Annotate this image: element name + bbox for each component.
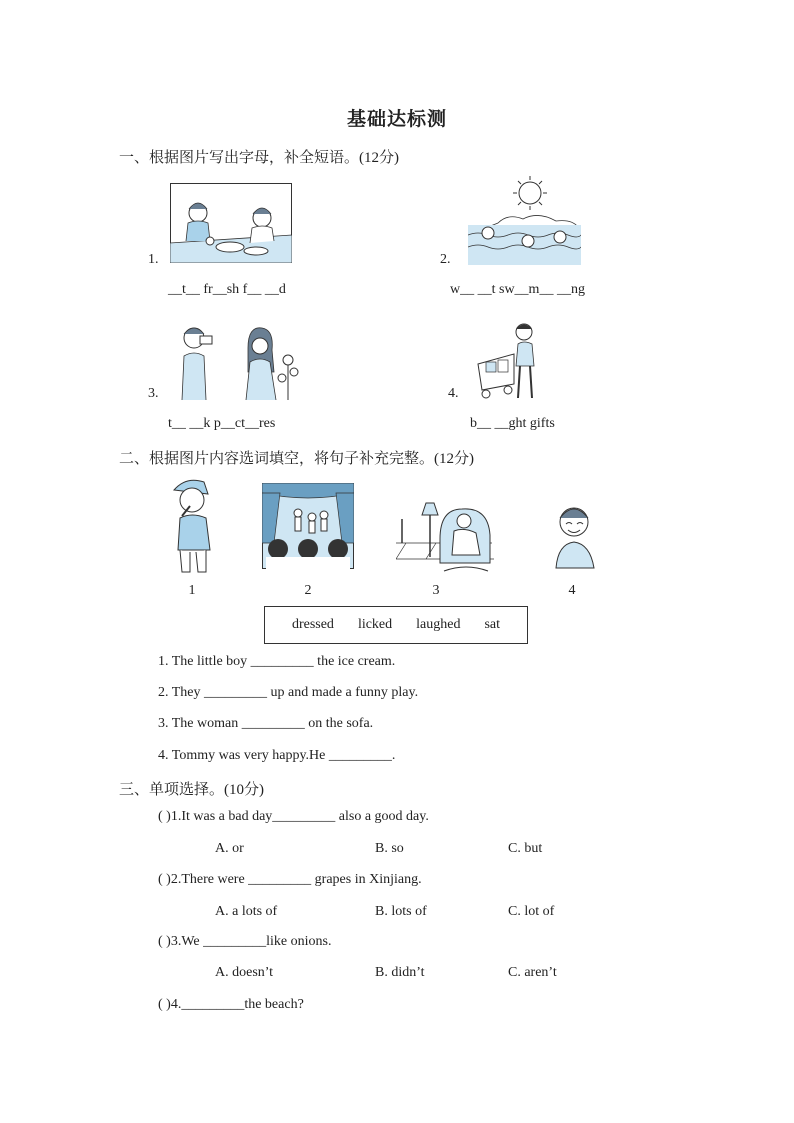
- sentence-3: 3. The woman _________ on the sofa.: [158, 716, 374, 731]
- option-c: C. but: [508, 841, 543, 856]
- section3-heading: 三、单项选择。(10分): [119, 782, 264, 798]
- fill-in-phrase: t__ __k p__ct__res: [168, 416, 276, 431]
- option-b: B. so: [375, 841, 404, 856]
- word-option: dressed: [291, 617, 334, 632]
- option-c: C. aren’t: [508, 965, 557, 980]
- word-bank: [264, 606, 528, 644]
- picture-taking-pictures: [176, 322, 304, 400]
- picture-caption: 1: [188, 583, 196, 598]
- sentence-1: 1. The little boy _________ the ice cream.: [158, 654, 396, 669]
- picture-laughing-boy: [552, 500, 598, 570]
- picture-caption: 4: [568, 583, 576, 598]
- item-number: 4.: [448, 386, 459, 401]
- word-option: sat: [484, 617, 501, 632]
- picture-caption: 2: [304, 583, 312, 598]
- option-b: B. didn’t: [375, 965, 425, 980]
- picture-bought-gifts: [474, 320, 554, 400]
- picture-swimming: [468, 175, 581, 265]
- fill-in-phrase: b__ __ght gifts: [470, 416, 555, 431]
- picture-woman-sofa: [396, 499, 494, 577]
- sentence-2: 2. They _________ up and made a funny play.: [158, 685, 419, 700]
- picture-eating-food: [170, 183, 292, 263]
- option-a: A. a lots of: [215, 904, 278, 919]
- item-number: 3.: [148, 386, 159, 401]
- question-1: ( )1.It was a bad day_________ also a good day.: [158, 809, 429, 824]
- word-option: laughed: [416, 617, 461, 632]
- picture-caption: 3: [432, 583, 440, 598]
- question-2: ( )2.There were _________ grapes in Xinjiang.: [158, 872, 422, 887]
- word-option: licked: [357, 617, 393, 632]
- picture-stage-play: [262, 483, 354, 569]
- section1-heading: 一、根据图片写出字母，补全短语。(12分): [119, 150, 399, 166]
- fill-in-phrase: w__ __t sw__m__ __ng: [450, 282, 585, 297]
- option-a: A. doesn’t: [215, 965, 274, 980]
- question-4: ( )4._________the beach?: [158, 997, 304, 1012]
- item-number: 2.: [440, 252, 451, 267]
- question-3: ( )3.We _________like onions.: [158, 934, 332, 949]
- section2-heading: 二、根据图片内容选词填空，将句子补充完整。(12分): [119, 451, 474, 467]
- option-a: A. or: [215, 841, 244, 856]
- option-c: C. lot of: [508, 904, 555, 919]
- page-title: 基础达标测: [346, 109, 447, 130]
- item-number: 1.: [148, 252, 159, 267]
- sentence-4: 4. Tommy was very happy.He _________.: [158, 748, 396, 763]
- option-b: B. lots of: [375, 904, 427, 919]
- picture-boy-ice-cream: [168, 476, 218, 574]
- fill-in-phrase: __t__ fr__sh f__ __d: [168, 282, 286, 297]
